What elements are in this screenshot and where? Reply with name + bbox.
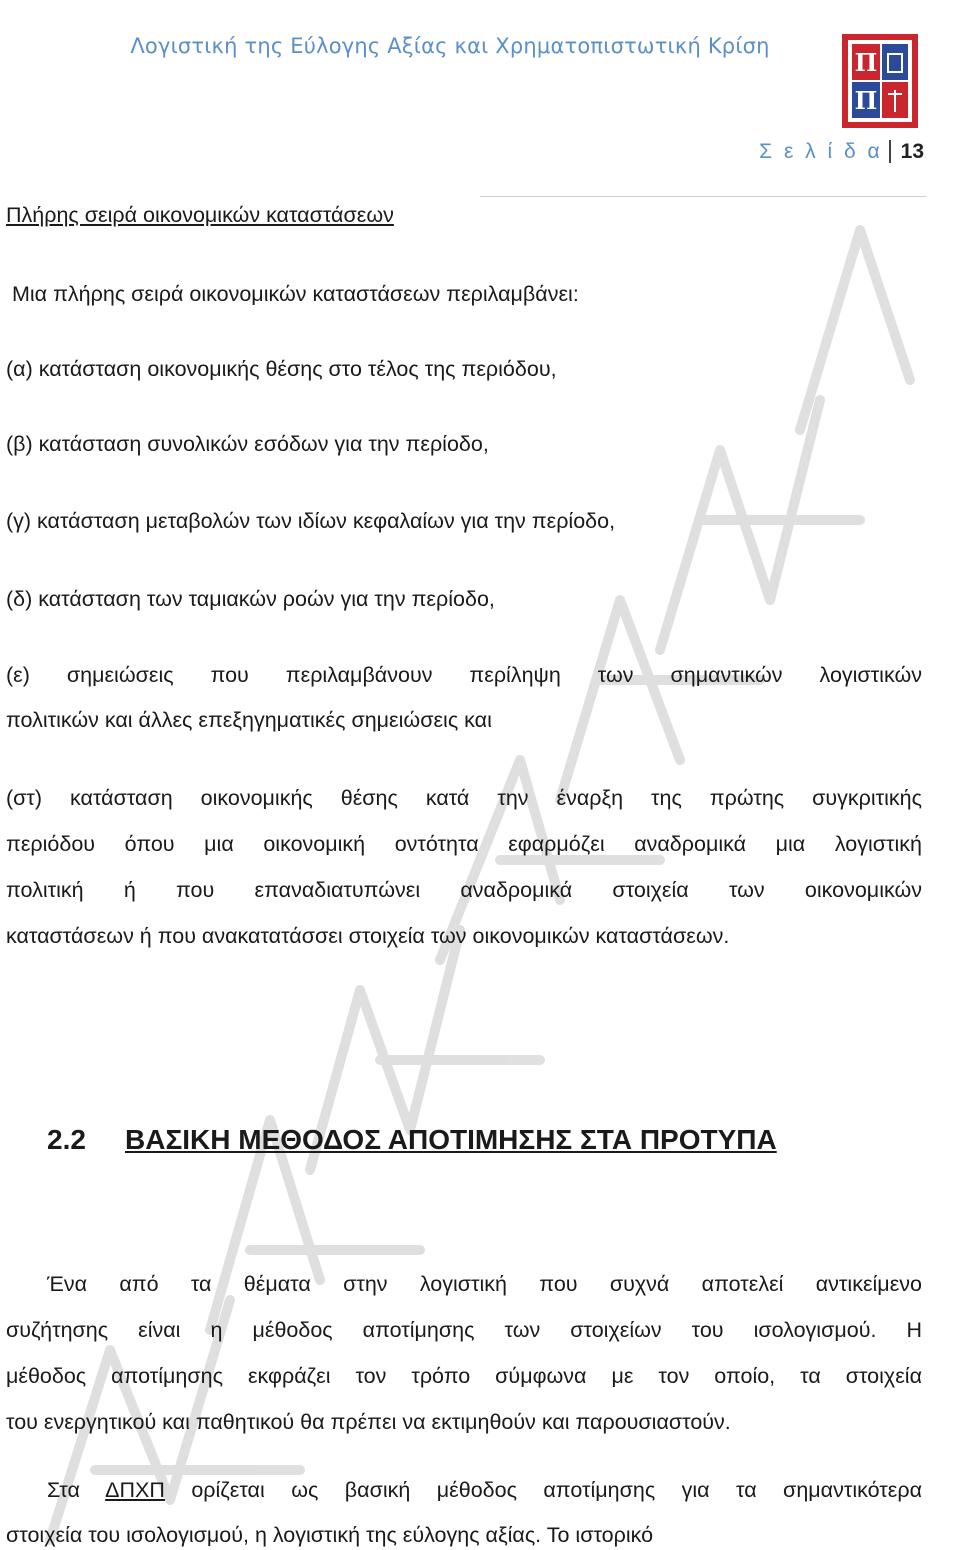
page-word: Σ ε λ ί δ α	[759, 140, 883, 163]
list-item-st-line-4: καταστάσεων ή που ανακατατάσσει στοιχεία των οικονομικών καταστάσεων.	[6, 924, 730, 948]
paragraph-2-rest: ορίζεται ως βασική μέθοδος αποτίμησης για τα σημαντικότερα	[164, 1478, 922, 1502]
page-number: 13	[889, 140, 924, 163]
paragraph-2-line-1	[47, 1476, 922, 1504]
list-item-d: (δ) κατάσταση των ταμιακών ροών για την περίοδο,	[6, 587, 495, 611]
list-item-c: (γ) κατάσταση μεταβολών των ιδίων κεφαλαίων για την περίοδο,	[6, 509, 616, 533]
running-header-title: Λογιστική της Εύλογης Αξίας και Χρηματοπιστωτική Κρίση	[130, 34, 770, 58]
list-item-e-line-1: (ε) σημειώσεις που περιλαμβάνουν περίληψη των σημαντικών λογιστικών	[6, 663, 922, 687]
paragraph-1-line-1: Ένα από τα θέματα στην λογιστική που συχνά αποτελεί αντικείμενο	[47, 1272, 922, 1296]
list-item-st-line-2: περιόδου όπου μια οικονομική οντότητα εφαρμόζει αναδρομικά μια λογιστική	[6, 832, 922, 856]
subheading: Πλήρης σειρά οικονομικών καταστάσεων	[6, 203, 394, 227]
section-number: 2.2	[47, 1124, 86, 1155]
ifrs-abbreviation: ΔΠΧΠ	[105, 1478, 165, 1502]
intro-paragraph: Μια πλήρης σειρά οικονομικών καταστάσεων περιλαμβάνει:	[12, 282, 579, 306]
section-title: ΒΑΣΙΚΗ ΜΕΘΟΔΟΣ ΑΠΟΤΙΜΗΣΗΣ ΣΤΑ ΠΡΟΤΥΠΑ	[125, 1124, 777, 1155]
list-item-e-line-2: πολιτικών και άλλες επεξηγηματικές σημειώσεις και	[6, 708, 492, 732]
page-number-label	[759, 140, 924, 164]
logo-letter-bottom: Π	[854, 86, 878, 115]
list-item-a: (α) κατάσταση οικονομικής θέσης στο τέλος της περιόδου,	[6, 357, 557, 381]
logo-letter-top: Π	[854, 48, 878, 77]
paragraph-1-line-3: μέθοδος αποτίμησης εκφράζει τον τρόπο σύμφωνα με τον οποίο, τα στοιχεία	[6, 1364, 922, 1388]
university-logo-icon	[842, 34, 918, 128]
list-item-b: (β) κατάσταση συνολικών εσόδων για την περίοδο,	[6, 432, 489, 456]
list-item-st-line-3: πολιτική ή που επαναδιατυπώνει αναδρομικά στοιχεία των οικονομικών	[6, 878, 922, 902]
list-item-st-line-1: (στ) κατάσταση οικονομικής θέσης κατά την έναρξη της πρώτης συγκριτικής	[6, 786, 922, 810]
paragraph-1-line-4: του ενεργητικού και παθητικού θα πρέπει να εκτιμηθούν και παρουσιαστούν.	[6, 1410, 731, 1434]
header-divider	[480, 196, 926, 197]
paragraph-1-line-2: συζήτησης είναι η μέθοδος αποτίμησης των στοιχείων του ισολογισμού. Η	[6, 1318, 922, 1342]
paragraph-2-prefix: Στα	[47, 1478, 106, 1502]
paragraph-2-line-2: στοιχεία του ισολογισμού, η λογιστική της εύλογης αξίας. Το ιστορικό	[6, 1523, 654, 1547]
